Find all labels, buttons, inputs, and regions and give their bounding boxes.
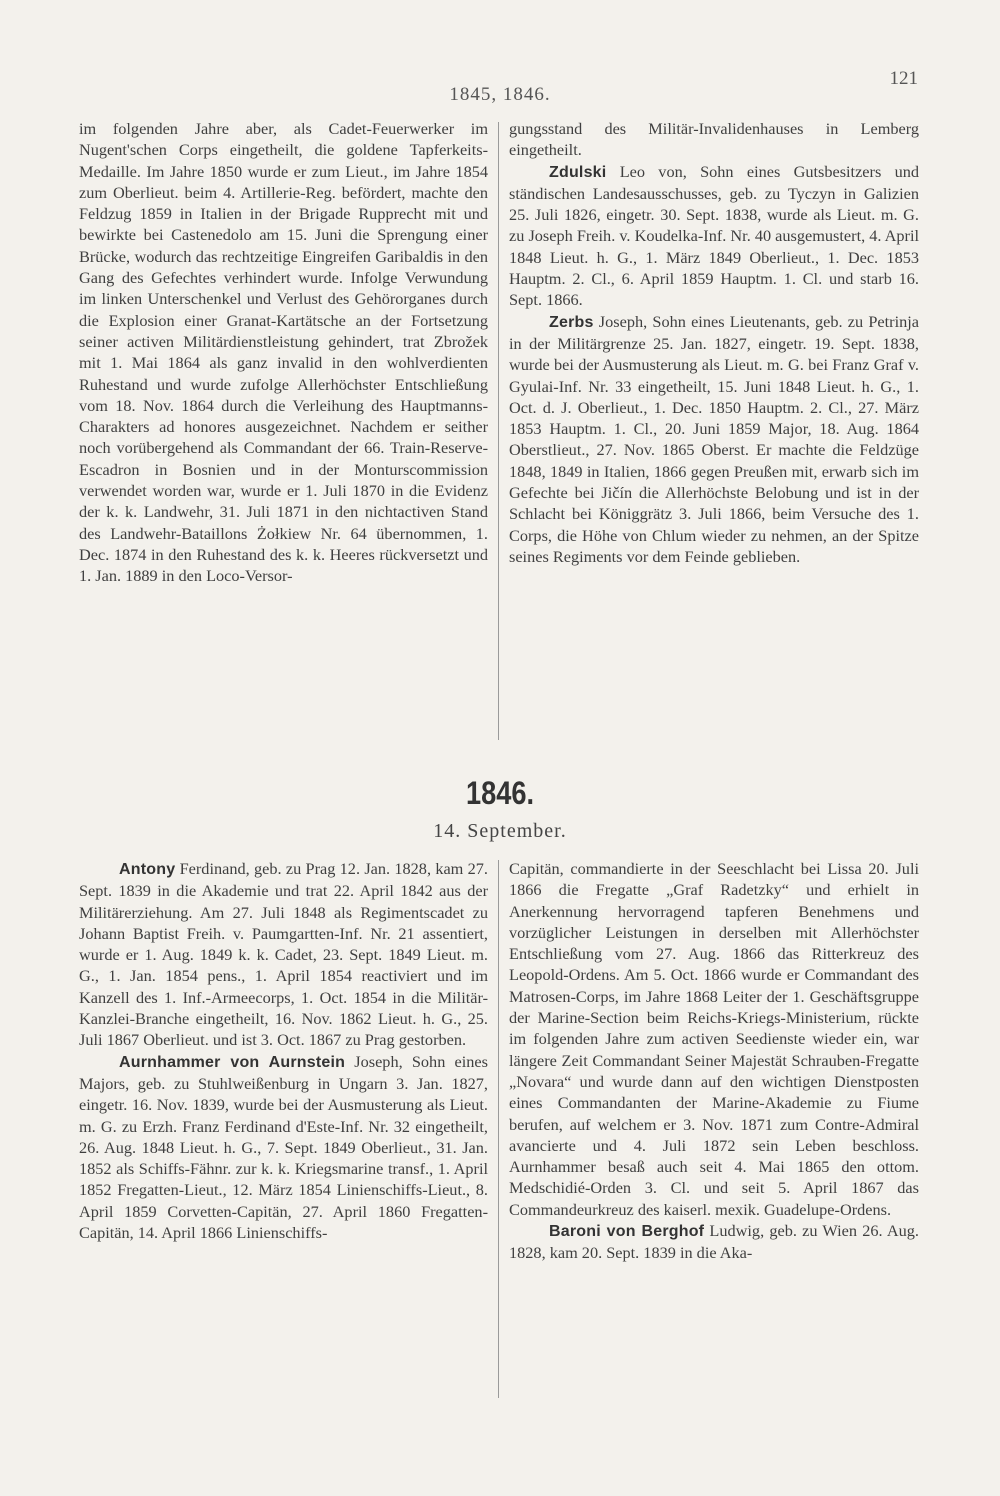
running-head: 1845, 1846. — [449, 84, 551, 105]
entry-name: Antony — [119, 861, 176, 878]
page-number: 121 — [889, 68, 918, 89]
entry-name: Zerbs — [549, 313, 594, 331]
biography-entry — [79, 858, 488, 1051]
paragraph-continuation: gungsstand des Militär-Invalidenhauses in Lemberg eingetheilt. — [509, 119, 919, 160]
column-divider — [498, 860, 499, 1398]
year-heading: 1846. — [465, 775, 535, 811]
column-right-top — [509, 118, 919, 567]
entry-name: Zdulski — [549, 163, 607, 181]
paragraph-continuation: Capitän, commandierte in der Seeschlacht bei Lissa 20. Juli 1866 die Fregatte „Graf Radetzky“ und erhielt in Anerkennung hervorragend tapferen Benehmens und vorzüglicher Leistungen in derselben mit Allerhöchster Entschließung vom 27. Aug. 1866 das Ritterkreuz des Leopold-Ordens. Am 5. Oct. 1866 wurde er Commandant des Matrosen-Corps, im Jahre 1868 Leiter der 1. Geschäftsgruppe der Marine-Section beim Reichs-Kriegs-Ministerium, rückte im folgenden Jahre zum activen Seedienste wieder ein, war längere Zeit Commandant Seiner Majestät Schrauben-Fregatte „Novara“ und wurde dann auf den wichtigen Dienstposten eines Commandanten der Marine-Akademie zu Fiume berufen, auf welchem er 3. Nov. 1871 zum Contre-Admiral avancierte und 4. Juli 1872 sein Leben beschloss. Aurnhammer besaß auch seit 4. Mai 1865 den ottom. Medschidié-Orden 3. Cl. und seit 5. April 1867 das Commandeurkreuz des kaiserl. mexik. Guadelupe-Ordens. — [509, 859, 919, 1219]
column-right-bottom — [509, 858, 919, 1264]
entry-text: Joseph, Sohn eines Majors, geb. zu Stuhlweißenburg in Ungarn 3. Jan. 1827, eingetr. 16. Nov. 1839, wurde bei der Ausmusterung als Lieut. m. G. zu Erzh. Franz Ferdinand d'Este-Inf. Nr. 32 eingetheilt, 26. Aug. 1848 Lieut. h. G., 7. Sept. 1849 Oberlieut., 31. Jan. 1852 als Schiffs-Fähnr. zur k. k. Kriegsmarine transf., 1. April 1852 Fregatten-Lieut., 12. März 1854 Linienschiffs-Lieut., 8. April 1859 Corvetten-Capitän, 27. April 1860 Fregatten-Capitän, 14. April 1866 Linienschiffs- — [79, 1051, 488, 1243]
column-left-bottom — [79, 858, 488, 1243]
entry-text: Ludwig, geb. zu Wien 26. Aug. 1828, kam 20. Sept. 1839 in die Aka- — [509, 1221, 919, 1263]
entry-name: Baroni von Berghof — [549, 1223, 705, 1241]
biography-entry — [509, 311, 919, 568]
entry-text: Leo von, Sohn eines Gutsbesitzers und ständischen Landesausschusses, geb. zu Tyczyn in Galizien 25. Juli 1826, eingetr. 30. Sept. 1838, wurde als Lieut. m. G. zu Joseph Freih. v. Koudelka-Inf. Nr. 40 ausgemustert, 4. April 1848 Lieut. h. G., 1. März 1849 Oberlieut., 1. Dec. 1853 Hauptm. 2. Cl., 6. April 1859 Hauptm. 1. Cl. und starb 16. Sept. 1866. — [509, 161, 919, 310]
biography-entry — [509, 161, 919, 311]
date-heading: 14. September. — [433, 820, 567, 842]
column-divider — [498, 122, 499, 740]
paragraph-continuation: im folgenden Jahre aber, als Cadet-Feuerwerker im Nugent'schen Corps eingetheilt, die goldene Tapferkeits-Medaille. Im Jahre 1850 wurde er zum Lieut., im Jahre 1854 zum Oberlieut. beim 4. Artillerie-Reg. befördert, machte den Feldzug 1859 in Italien in der Brigade Rupprecht mit und bewirkte bei Castenedolo am 15. Juni die Sprengung einer Brücke, wodurch das rechtzeitige Eingreifen Garibaldis in den Gang des Gefechtes verhindert wurde. Infolge Verwundung im linken Unterschenkel und Verlust des Gehörorganes durch die Explosion einer Granat-Kartätsche an der Fortsetzung seiner activen Militärdienstleistung gehindert, trat Zbrožek mit 1. Mai 1864 als ganz invalid in den wohlverdienten Ruhestand und wurde zufolge Allerhöchster Entschließung vom 18. Nov. 1864 durch die Verleihung des Hauptmanns-Charakters ad honores ausgezeichnet. Nachdem er seither noch vorübergehend als Commandant der 66. Train-Reserve-Escadron in Bosnien und in der Monturscommission verwendet worden war, wurde er 1. Juli 1870 in die Evidenz der k. k. Landwehr, 31. Juli 1871 in den nichtactiven Stand des Landwehr-Bataillons Żołkiew Nr. 64 übernommen, 1. Dec. 1874 in den Ruhestand des k. k. Heeres rückversetzt und 1. Jan. 1889 in den Loco-Versor- — [79, 119, 488, 586]
entry-name: Aurnhammer von Aurnstein — [119, 1053, 346, 1071]
biography-entry — [79, 1051, 488, 1244]
column-left-top — [79, 118, 488, 587]
entry-text: Joseph, Sohn eines Lieutenants, geb. zu Petrinja in der Militärgrenze 25. Jan. 1827, eingetr. 19. Sept. 1838, wurde bei der Ausmusterung als Lieut. m. G. bei Franz Graf v. Gyulai-Inf. Nr. 33 eingetheilt, 15. Juni 1848 Lieut. h. G., 1. Oct. d. J. Oberlieut., 1. Dec. 1850 Hauptm. 2. Cl., 27. März 1853 Hauptm. 1. Cl., 20. Juni 1859 Major, 18. Aug. 1864 Oberstlieut., 27. Nov. 1865 Oberst. Er machte die Feldzüge 1848, 1849 in Italien, 1866 gegen Preußen mit, erwarb sich im Gefechte bei Jičín die Allerhöchste Belobung und ist in der Schlacht bei Königgrätz 3. Juli 1866, beim Versuche des 1. Corps, die Höhe von Chlum wieder zu nehmen, an der Spitze seines Regiments vor dem Feinde geblieben. — [509, 311, 919, 566]
entry-text: Ferdinand, geb. zu Prag 12. Jan. 1828, kam 27. Sept. 1839 in die Akademie und trat 22. April 1842 aus der Militärerziehung. Am 27. Juli 1848 als Regimentscadet zu Johann Baptist Freih. v. Paumgartten-Inf. Nr. 21 assentiert, wurde er 1. Aug. 1849 k. k. Cadet, 23. Sept. 1849 Lieut. m. G., 1. Jan. 1854 pens., 1. April 1854 reactiviert und im Kanzell des 1. Inf.-Armeecorps, 1. Oct. 1854 in die Militär-Kanzlei-Branche eingetheilt, 16. Nov. 1862 Lieut. h. G., 25. Juli 1867 Oberlieut. und ist 3. Oct. 1867 zu Prag gestorben. — [79, 859, 488, 1050]
biography-entry — [509, 1220, 919, 1264]
